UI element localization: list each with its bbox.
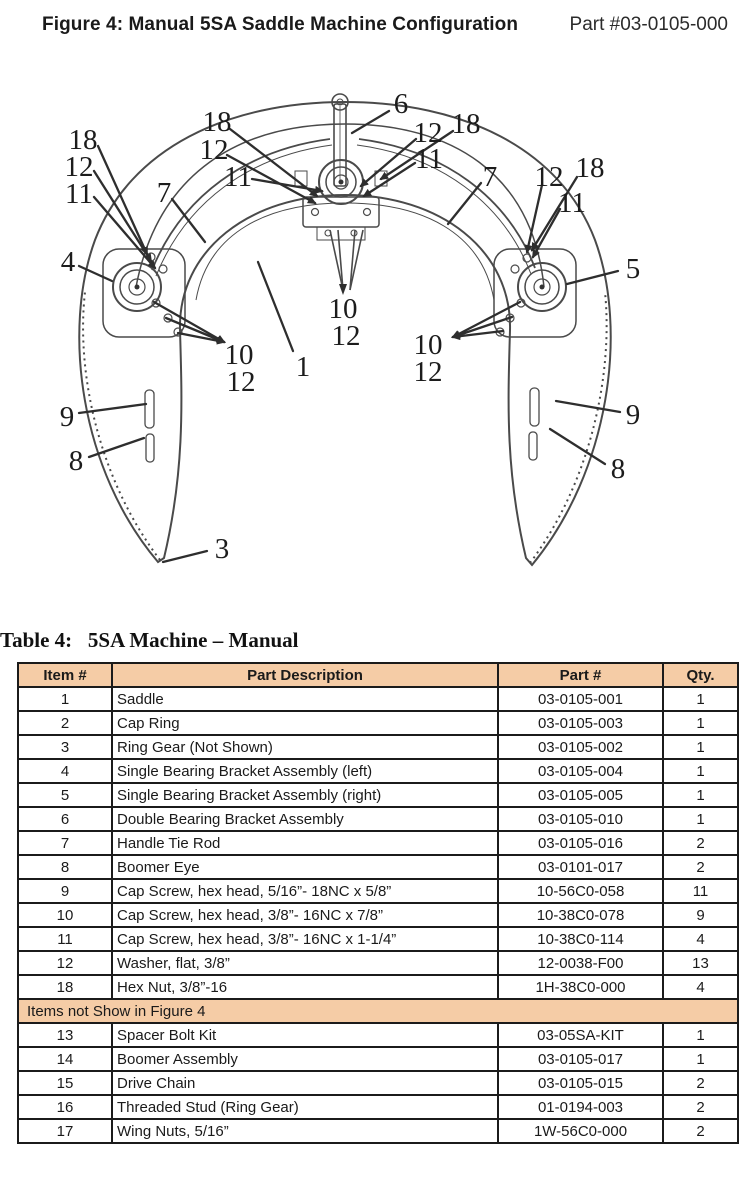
cell-qty: 1 (663, 735, 738, 759)
cell-part-description: Cap Ring (112, 711, 498, 735)
callout-label-12: 12 (413, 117, 443, 149)
cell-part-description: Washer, flat, 3/8” (112, 951, 498, 975)
table-row (18, 1023, 738, 1047)
leader-line (252, 179, 322, 191)
table-row (18, 783, 738, 807)
callout-label-11: 11 (558, 187, 586, 219)
callout-label-12: 12 (199, 134, 229, 166)
callout-label-3: 3 (214, 533, 230, 565)
left-bearing-bracket (103, 249, 185, 337)
cell-part-description: Threaded Stud (Ring Gear) (112, 1095, 498, 1119)
callout-label-5: 5 (625, 253, 641, 285)
leader-line (352, 111, 389, 133)
cell-item-number: 15 (18, 1071, 112, 1095)
leader-line (79, 404, 146, 413)
cell-part-description: Double Bearing Bracket Assembly (112, 807, 498, 831)
table-row (18, 951, 738, 975)
callout-label-12: 12 (64, 151, 94, 183)
table-row (18, 855, 738, 879)
column-header: Part # (498, 663, 663, 687)
right-boomer-eye (529, 388, 539, 460)
cell-part-number: 03-0105-004 (498, 759, 663, 783)
cell-qty: 2 (663, 831, 738, 855)
cell-item-number: 13 (18, 1023, 112, 1047)
table-row (18, 1119, 738, 1143)
cell-part-description: Single Bearing Bracket Assembly (right) (112, 783, 498, 807)
callout-label-11: 11 (224, 161, 252, 193)
cell-item-number: 12 (18, 951, 112, 975)
cell-part-number: 03-0105-016 (498, 831, 663, 855)
cell-item-number: 18 (18, 975, 112, 999)
callout-label-10: 10 (328, 293, 358, 325)
cell-item-number: 3 (18, 735, 112, 759)
cell-part-number: 1W-56C0-000 (498, 1119, 663, 1143)
cell-part-number: 03-0101-017 (498, 855, 663, 879)
cell-part-number: 03-05SA-KIT (498, 1023, 663, 1047)
cell-part-number: 03-0105-003 (498, 711, 663, 735)
cell-part-number: 12-0038-F00 (498, 951, 663, 975)
leader-line (364, 163, 415, 196)
cell-part-description: Boomer Eye (112, 855, 498, 879)
table-row (18, 711, 738, 735)
table-section-row (18, 999, 738, 1023)
figure-title: Figure 4: Manual 5SA Saddle Machine Configuration (42, 14, 519, 35)
cell-part-number: 03-0105-001 (498, 687, 663, 711)
cell-item-number: 9 (18, 879, 112, 903)
callout-label-6: 6 (393, 88, 409, 120)
cell-qty: 2 (663, 1095, 738, 1119)
cell-qty: 1 (663, 711, 738, 735)
table-header-row (18, 663, 738, 687)
table-row (18, 735, 738, 759)
leader-line (556, 401, 620, 412)
cell-part-description: Spacer Bolt Kit (112, 1023, 498, 1047)
cell-item-number: 14 (18, 1047, 112, 1071)
table-row (18, 879, 738, 903)
leader-line (258, 262, 293, 351)
cell-part-description: Handle Tie Rod (112, 831, 498, 855)
table-row (18, 687, 738, 711)
callout-label-11: 11 (415, 143, 443, 175)
leader-line (163, 551, 207, 562)
callout-label-9: 9 (59, 401, 75, 433)
cell-qty: 4 (663, 975, 738, 999)
column-header: Item # (18, 663, 112, 687)
cell-qty: 1 (663, 783, 738, 807)
cell-item-number: 10 (18, 903, 112, 927)
cell-qty: 1 (663, 687, 738, 711)
cell-part-description: Single Bearing Bracket Assembly (left) (112, 759, 498, 783)
saddle-edge-hatch-left (83, 292, 160, 560)
column-header: Part Description (112, 663, 498, 687)
callout-label-12: 12 (226, 366, 256, 398)
leader-line (567, 271, 618, 284)
cell-part-number: 1H-38C0-000 (498, 975, 663, 999)
leader-line (94, 171, 151, 261)
cell-qty: 4 (663, 927, 738, 951)
figure-part-number: Part #03-0105-000 (569, 14, 728, 35)
cell-part-number: 03-0105-002 (498, 735, 663, 759)
callout-label-10: 10 (224, 339, 254, 371)
callout-labels (60, 88, 641, 565)
saddle-edge-hatch-right (530, 292, 607, 563)
leader-line (98, 146, 147, 254)
cell-part-description: Wing Nuts, 5/16” (112, 1119, 498, 1143)
cell-part-number: 10-38C0-078 (498, 903, 663, 927)
callout-label-12: 12 (413, 356, 443, 388)
cell-item-number: 2 (18, 711, 112, 735)
cell-qty: 1 (663, 759, 738, 783)
left-boomer-eye (145, 390, 154, 462)
table-caption: Table 4: 5SA Machine – Manual (0, 628, 299, 652)
table-row (18, 903, 738, 927)
cell-part-number: 03-0105-015 (498, 1071, 663, 1095)
cell-qty: 2 (663, 855, 738, 879)
table-row (18, 927, 738, 951)
callout-label-12: 12 (331, 320, 361, 352)
callout-label-1: 1 (295, 351, 311, 383)
cell-item-number: 5 (18, 783, 112, 807)
parts-table (17, 662, 739, 1144)
leader-line (94, 197, 155, 268)
cell-part-number: 03-0105-005 (498, 783, 663, 807)
callout-label-18: 18 (68, 124, 98, 156)
table-row (18, 1071, 738, 1095)
cell-part-description: Ring Gear (Not Shown) (112, 735, 498, 759)
table-row (18, 1047, 738, 1071)
cell-part-description: Cap Screw, hex head, 3/8”- 16NC x 7/8” (112, 903, 498, 927)
cell-qty: 2 (663, 1071, 738, 1095)
table-row (18, 759, 738, 783)
table-row (18, 831, 738, 855)
callout-label-18: 18 (451, 108, 481, 140)
cell-part-number: 03-0105-010 (498, 807, 663, 831)
cell-part-number: 10-56C0-058 (498, 879, 663, 903)
cell-part-number: 03-0105-017 (498, 1047, 663, 1071)
callout-label-18: 18 (575, 152, 605, 184)
cell-part-description: Boomer Assembly (112, 1047, 498, 1071)
table-row (18, 807, 738, 831)
leader-line (533, 209, 560, 257)
cell-qty: 11 (663, 879, 738, 903)
callout-label-8: 8 (610, 453, 626, 485)
cell-item-number: 8 (18, 855, 112, 879)
callout-label-11: 11 (65, 178, 93, 210)
cell-part-description: Drive Chain (112, 1071, 498, 1095)
cell-item-number: 6 (18, 807, 112, 831)
cell-item-number: 16 (18, 1095, 112, 1119)
cell-qty: 1 (663, 807, 738, 831)
cell-item-number: 1 (18, 687, 112, 711)
cell-part-description: Cap Screw, hex head, 5/16”- 18NC x 5/8” (112, 879, 498, 903)
callout-label-8: 8 (68, 445, 84, 477)
column-header: Qty. (663, 663, 738, 687)
table-row (18, 1095, 738, 1119)
cell-item-number: 11 (18, 927, 112, 951)
cell-qty: 2 (663, 1119, 738, 1143)
section-header-label: Items not Show in Figure 4 (18, 999, 738, 1023)
callout-label-7: 7 (482, 161, 498, 193)
cell-part-number: 10-38C0-114 (498, 927, 663, 951)
cell-part-number: 01-0194-003 (498, 1095, 663, 1119)
cell-item-number: 17 (18, 1119, 112, 1143)
cell-item-number: 7 (18, 831, 112, 855)
table-row (18, 975, 738, 999)
leader-line (448, 183, 481, 224)
cell-part-description: Hex Nut, 3/8”-16 (112, 975, 498, 999)
cell-qty: 1 (663, 1047, 738, 1071)
cell-qty: 13 (663, 951, 738, 975)
callout-label-4: 4 (60, 246, 76, 278)
callout-label-12: 12 (534, 161, 564, 193)
cell-part-description: Saddle (112, 687, 498, 711)
cell-qty: 9 (663, 903, 738, 927)
cell-qty: 1 (663, 1023, 738, 1047)
callout-label-9: 9 (625, 399, 641, 431)
cell-part-description: Cap Screw, hex head, 3/8”- 16NC x 1-1/4” (112, 927, 498, 951)
callout-label-18: 18 (202, 106, 232, 138)
callout-label-7: 7 (156, 177, 172, 209)
callout-label-10: 10 (413, 329, 443, 361)
cell-item-number: 4 (18, 759, 112, 783)
